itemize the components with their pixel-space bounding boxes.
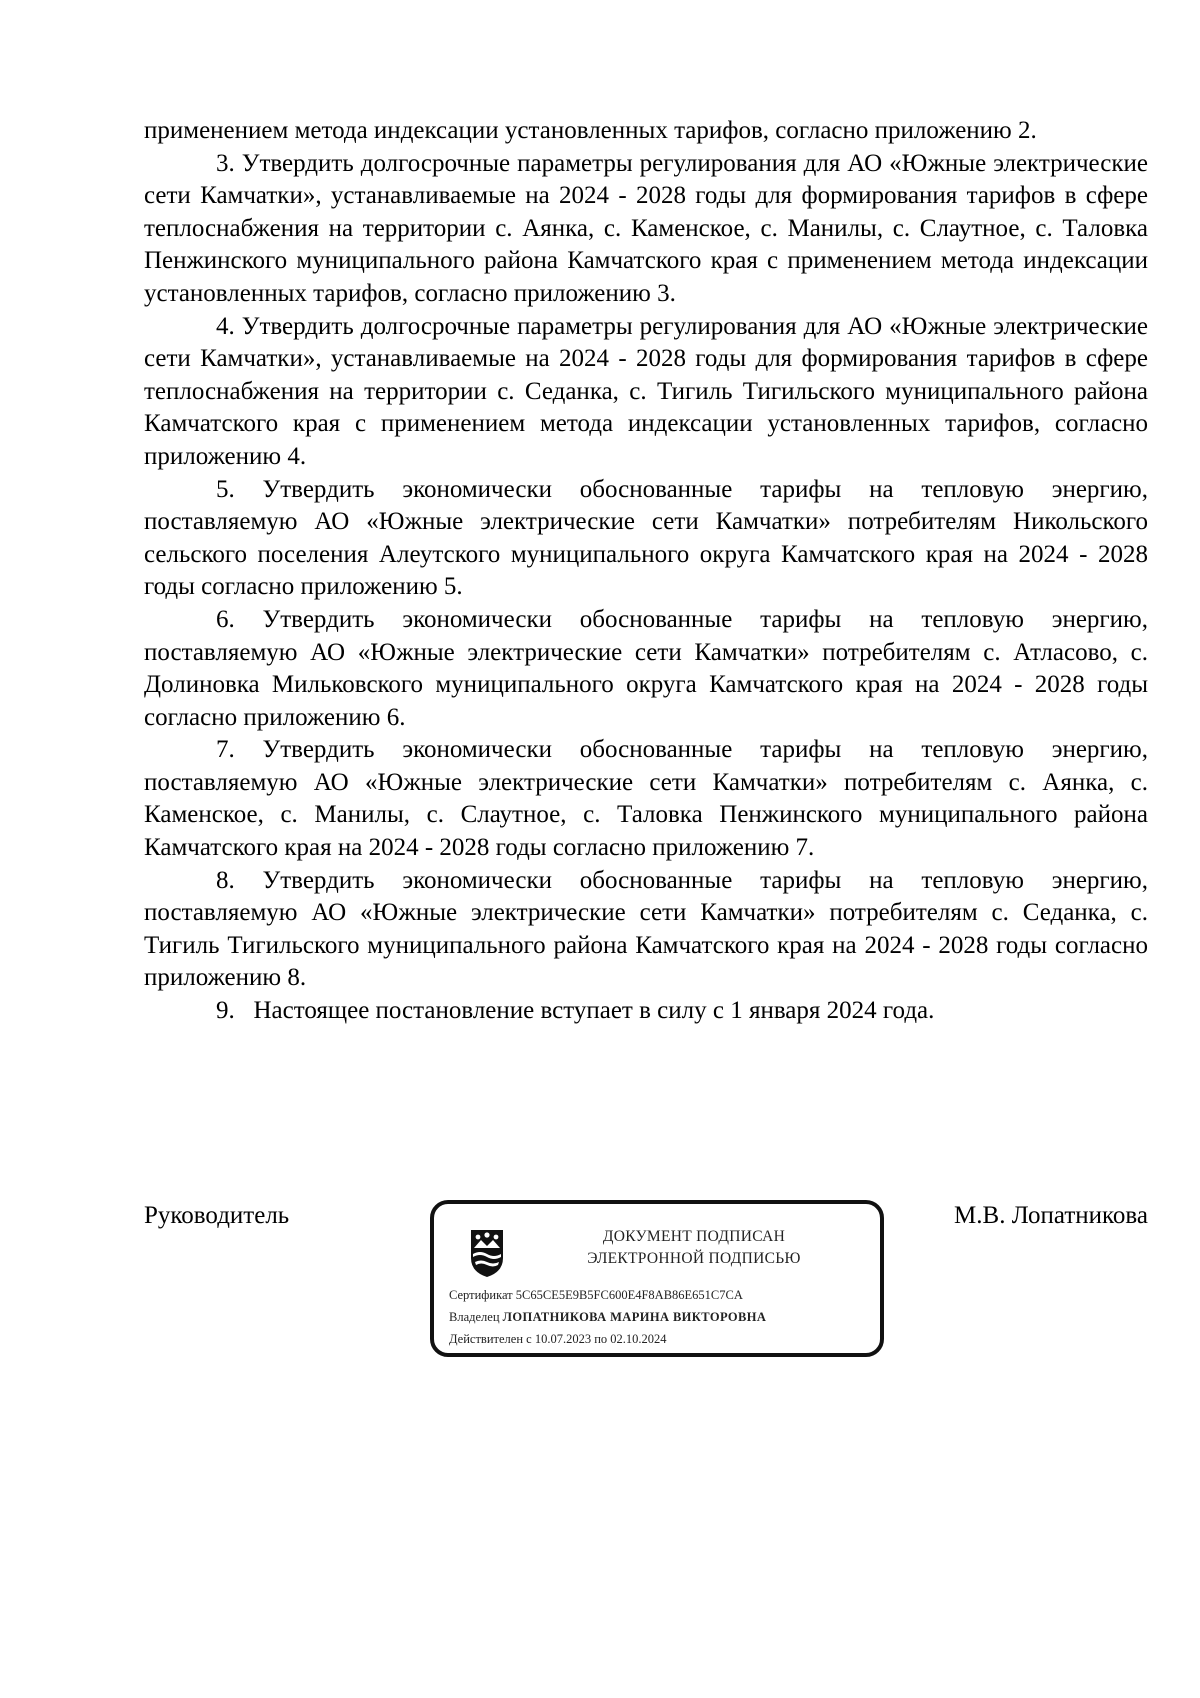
valid-to-date: 02.10.2024	[610, 1332, 667, 1346]
owner-value: ЛОПАТНИКОВА МАРИНА ВИКТОРОВНА	[502, 1310, 767, 1324]
stamp-title	[544, 1226, 844, 1270]
stamp-title-line-2: ЭЛЕКТРОННОЙ ПОДПИСЬЮ	[587, 1250, 801, 1267]
stamp-title-line-1: ДОКУМЕНТ ПОДПИСАН	[602, 1228, 786, 1245]
owner-label: Владелец	[449, 1310, 500, 1324]
paragraph-item-9: 9. Настоящее постановление вступает в силу с 1 января 2024 года.	[216, 997, 935, 1025]
signature-block	[144, 1200, 1148, 1370]
kamchatka-coat-of-arms-icon	[468, 1228, 506, 1278]
electronic-signature-stamp	[430, 1200, 884, 1357]
paragraph-item-7: 7. Утвердить экономически обоснованные тарифы на тепловую энергию, поставляемую АО «Южные электрические сети Камчатки» потребителям с. Аянка, с. Каменское, с. Манилы, с. Слаутное, с. Таловка Пенжинского муниципального района Камчатского края на 2024 - 2028 годы согласно приложению 7.	[144, 736, 1148, 862]
stamp-details	[449, 1284, 766, 1350]
paragraph-item-4: 4. Утвердить долгосрочные параметры регулирования для АО «Южные электрические сети Камчатки», устанавливаемые на 2024 - 2028 годы для формирования тарифов в сфере теплоснабжения на территории с. Седанка, с. Тигиль Тигильского муниципального района Камчатского края с применением метода индексации установленных тарифов, согласно приложению 4.	[144, 312, 1148, 470]
paragraph-item-8: 8. Утвердить экономически обоснованные тарифы на тепловую энергию, поставляемую АО «Южные электрические сети Камчатки» потребителям с. Седанка, с. Тигиль Тигильского муниципального района Камчатского края на 2024 - 2028 годы согласно приложению 8.	[144, 866, 1148, 992]
signer-name: М.В. Лопатникова	[954, 1202, 1148, 1229]
validity-from-word: с	[526, 1332, 532, 1346]
valid-from-date: 10.07.2023	[534, 1332, 592, 1346]
paragraph-item-5: 5. Утвердить экономически обоснованные тарифы на тепловую энергию, поставляемую АО «Южные электрические сети Камчатки» потребителям Никольского сельского поселения Алеутского муниципального округа Камчатского края на 2024 - 2028 годы согласно приложению 5.	[144, 475, 1148, 601]
signer-position: Руководитель	[144, 1202, 290, 1229]
paragraph-item-6: 6. Утвердить экономически обоснованные тарифы на тепловую энергию, поставляемую АО «Южные электрические сети Камчатки» потребителям с. Атласово, с. Долиновка Мильковского муниципального округа Камчатского края на 2024 - 2028 годы согласно приложению 6.	[144, 605, 1148, 731]
document-body	[144, 115, 1148, 1028]
validity-label: Действителен	[449, 1332, 524, 1346]
certificate-row	[449, 1284, 766, 1306]
paragraph-item-3: 3. Утвердить долгосрочные параметры регулирования для АО «Южные электрические сети Камчатки», устанавливаемые на 2024 - 2028 годы для формирования тарифов в сфере теплоснабжения на территории с. Аянка, с. Каменское, с. Манилы, с. Слаутное, с. Таловка Пенжинского муниципального района Камчатского края с применением метода индексации установленных тарифов, согласно приложению 3.	[144, 149, 1148, 307]
paragraph-continuation: применением метода индексации установленных тарифов, согласно приложению 2.	[144, 117, 1037, 144]
owner-row	[449, 1306, 766, 1328]
certificate-label: Сертификат	[449, 1288, 513, 1302]
validity-to-word: по	[594, 1332, 608, 1346]
validity-row	[449, 1328, 766, 1350]
certificate-value: 5C65CE5E9B5FC600E4F8AB86E651C7CA	[515, 1288, 743, 1302]
